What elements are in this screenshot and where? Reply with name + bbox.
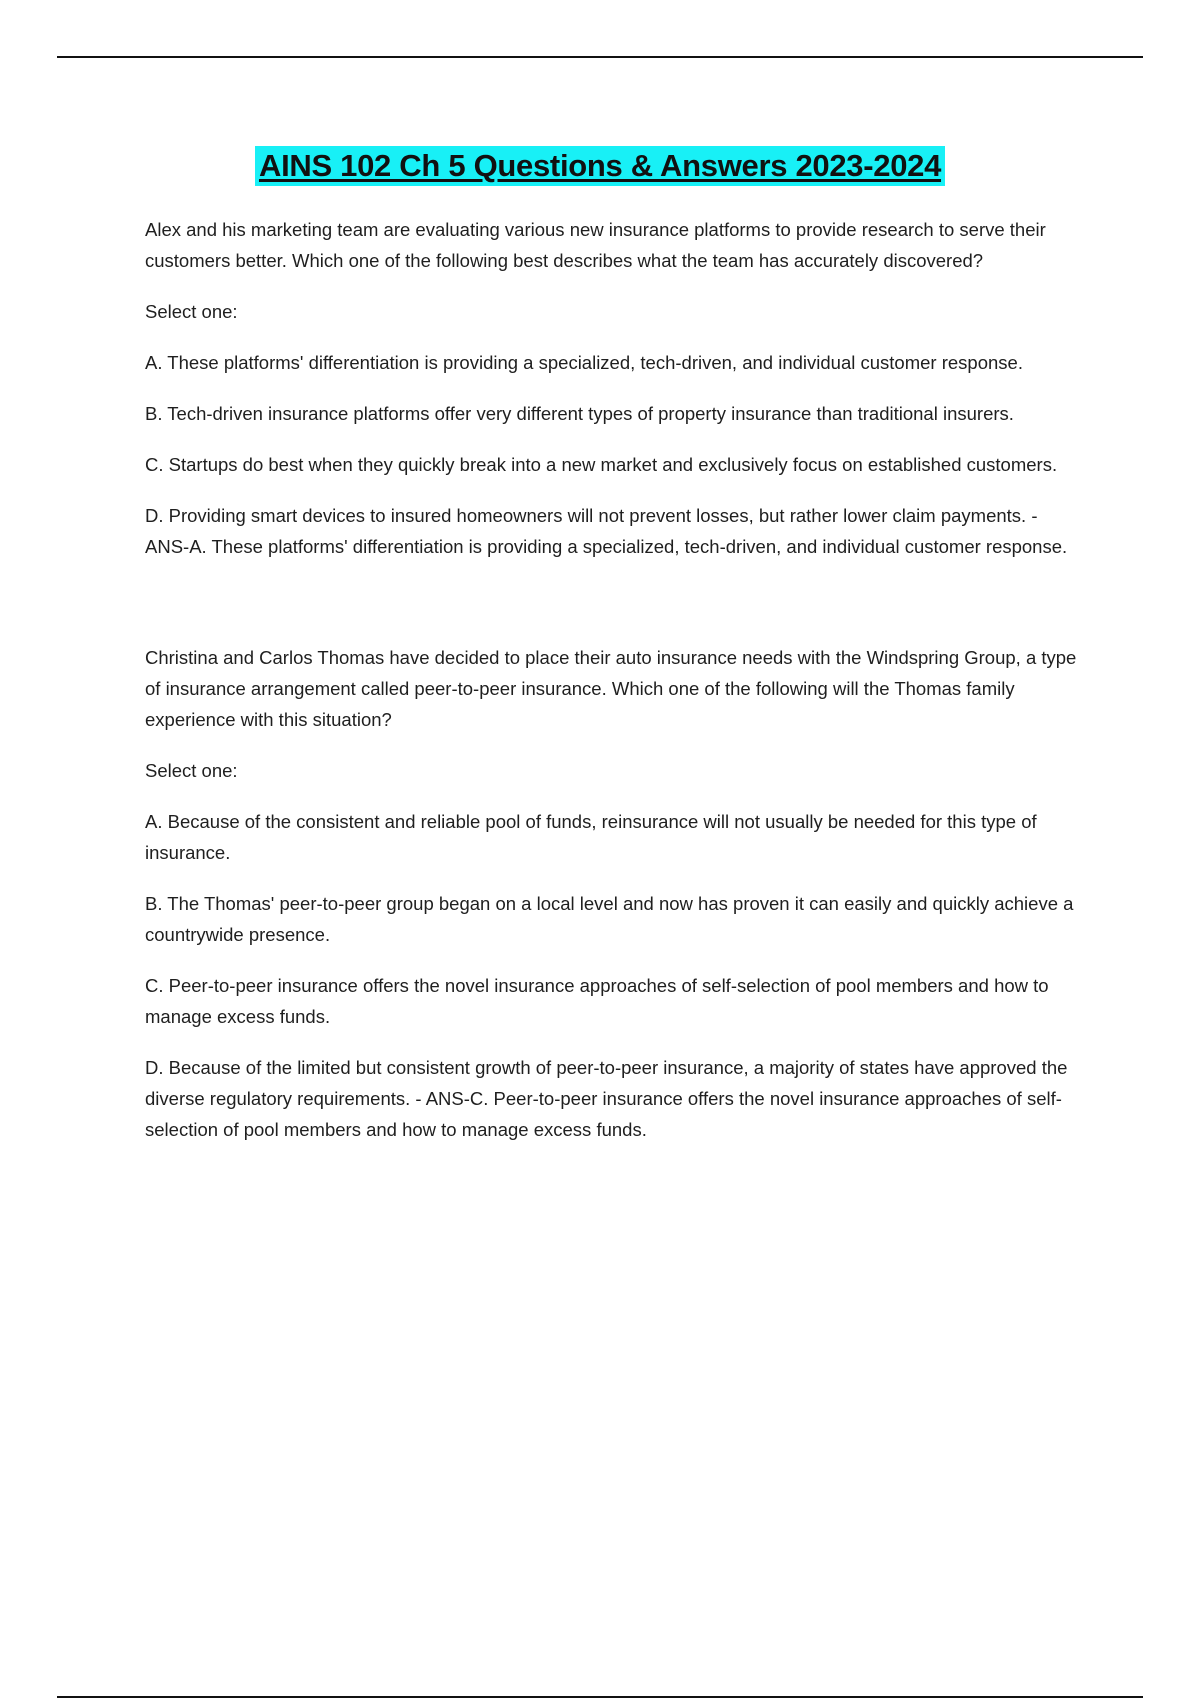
select-one-label: Select one: xyxy=(145,760,238,781)
select-one-label: Select one: xyxy=(145,301,238,322)
option-b: B. Tech-driven insurance platforms offer very different types of property insurance than traditional insurers. xyxy=(145,403,1014,424)
option-c: C. Peer-to-peer insurance offers the novel insurance approaches of self-selection of pool members and how to manage excess funds. xyxy=(145,975,1049,1027)
question-spacer xyxy=(145,582,1080,642)
title-container xyxy=(0,146,1200,186)
question-1 xyxy=(145,214,1080,562)
option-b: B. The Thomas' peer-to-peer group began on a local level and now has proven it can easily and quickly achieve a countrywide presence. xyxy=(145,893,1074,945)
footer-rule xyxy=(57,1696,1143,1698)
document-body xyxy=(145,214,1080,1165)
option-d-with-answer: D. Providing smart devices to insured homeowners will not prevent losses, but rather lower claim payments. - ANS-A. These platforms' differentiation is providing a specialized, tech-driven, and individual customer response. xyxy=(145,505,1068,557)
option-a: A. These platforms' differentiation is providing a specialized, tech-driven, and individual customer response. xyxy=(145,352,1023,373)
question-stem: Christina and Carlos Thomas have decided to place their auto insurance needs with the Windspring Group, a type of insurance arrangement called peer-to-peer insurance. Which one of the following will the Thomas family experience with this situation? xyxy=(145,647,1077,730)
question-stem: Alex and his marketing team are evaluating various new insurance platforms to provide research to serve their customers better. Which one of the following best describes what the team has accurately discovered? xyxy=(145,219,1046,271)
header-rule xyxy=(57,56,1143,58)
option-c: C. Startups do best when they quickly break into a new market and exclusively focus on established customers. xyxy=(145,454,1058,475)
option-d-with-answer: D. Because of the limited but consistent growth of peer-to-peer insurance, a majority of states have approved the diverse regulatory requirements. - ANS-C. Peer-to-peer insurance offers the novel insurance approaches of self-selection of pool members and how to manage excess funds. xyxy=(145,1057,1068,1140)
option-a: A. Because of the consistent and reliable pool of funds, reinsurance will not usually be needed for this type of insurance. xyxy=(145,811,1037,863)
question-2 xyxy=(145,642,1080,1145)
document-title: AINS 102 Ch 5 Questions & Answers 2023-2024 xyxy=(255,146,945,186)
